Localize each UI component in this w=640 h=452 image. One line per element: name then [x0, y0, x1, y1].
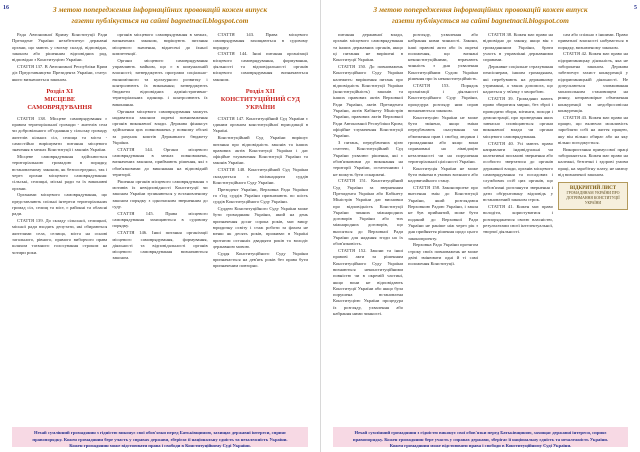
section-heading	[12, 88, 107, 112]
paragraph: СТАТТЯ 146. Інші питання організації місцевого самоврядування, формування, діяльності та відповідальності органів місцевого самоврядування визначаються законом.	[112, 230, 208, 261]
paragraph: СТАТТЯ 144. Органи місцевого самоврядування в межах повноважень, визначених законом, приймають рішення, які є обов'язковими до виконання на відповідній території.	[112, 146, 208, 178]
page-header	[335, 4, 626, 28]
paragraph: сам або спільно з іншими. Право приватної власності набувається в порядку, визначеному законом.	[558, 32, 628, 50]
page-header	[14, 4, 306, 28]
section-subtitle: КОНСТИТУЦІЙНИЙ СУД УКРАЇНИ	[220, 95, 300, 111]
open-letter-stamp	[558, 182, 628, 210]
section-subtitle: МІСЦЕВЕ САМОВРЯДУВАННЯ	[27, 95, 92, 111]
paragraph: Рішення органів місцевого самоврядування з мотивів їх невідповідності Конституції чи законам України зупиняються у встановленому законом порядку з одночасним зверненням до суду.	[112, 178, 208, 210]
section-title: Розділ XI	[46, 87, 73, 95]
paragraph: СТАТТЯ 152. Закони та інші правові акти за рішенням Конституційного Суду України визнаються неконституційними повністю чи в окремій частині, якщо вони не відповідають Конституції України або якщо була порушена встановлена Конституцією України процедура їх розгляду, ухвалення або набрання ними чинності.	[333, 248, 403, 317]
paragraph: Конституцію України не може бути змінено, якщо зміни передбачають скасування чи обмеження прав і свобод людини і громадянина або якщо вони спрямовані на ліквідацію незалежності чи на порушення територіальної цілісності України.	[408, 114, 478, 164]
paragraph: З питань, передбачених цією статтею, Конституційний Суд України ухвалює рішення, які є обов'язковими до виконання на території України, остаточними і не можуть бути оскаржені.	[333, 140, 403, 177]
paragraph: органів місцевого самоврядування в межах, визначених законом, вирішують питання місцевого значення, віднесені до їхньої компетенції.	[112, 32, 208, 56]
paragraph: СТАТТЯ 147. Конституційний Суд України є єдиним органом конституційної юрисдикції в Україні.	[212, 115, 308, 134]
section-title: Розділ XII	[245, 87, 275, 95]
page-footer: Нехай сумлінний громадянин з гідністю виконує свої обов'язки перед Батьківщиною, захищає державні інтереси, сприяє правопорядку. Кожен громадянин бере участь у справах держави, зберігає її національну єдність та незалежність України. Кожен громадянин може відстоювати права і свободи в Конституційному Суді України.	[12, 427, 308, 447]
right-page	[320, 0, 640, 452]
paragraph: питання державної влади, органів місцевого самоврядування та інших державних органів, якщо ці питання не вирішені в Конституції України.	[333, 32, 403, 63]
text-columns	[333, 32, 628, 418]
paragraph: СТАТТЯ 158. Законопроект про внесення змін до Конституції України, який розглядався Верховною Радою України, і закон не був прийнятий, може бути поданий до Верховної Ради України не раніше ніж через рік з дня прийняття рішення щодо цього законопроекту.	[408, 185, 478, 241]
stamp-text: ГРОМАДЯНАМ УКРАЇНИ ПРО ДОТРИМАННЯ КОНСТИТУЦІЇ УКРАЇНИ	[566, 191, 620, 206]
paragraph: Верховна Рада України протягом строку своїх повноважень не може двічі змінювати одні й ті самі положення Конституції.	[408, 242, 478, 267]
paragraph: Органами місцевого самоврядування, що представляють спільні інтереси територіальних громад сіл, селищ та міст, є районні та обласні ради.	[12, 192, 108, 217]
header-line-2: газети публікується на сайті bagnetnacii.blogspot.com	[392, 16, 569, 25]
paragraph: Органам місцевого самоврядування можуть надаватися законом окремі повноваження органів виконавчої влади. Держава фінансує здійснення цих повноважень у повному обсязі за рахунок коштів Державного бюджету України.	[112, 108, 208, 146]
stamp-title: ВІДКРИТИЙ ЛИСТ	[569, 186, 617, 192]
column-2	[112, 32, 207, 418]
header-line-2: газети публікується на сайті bagnetnacii.blogspot.com	[71, 16, 249, 25]
paragraph: Державне соціальне страхування пенсіонерам, іншим громадянам, які перебувають на державному утриманні, а також допомога, що надається у зв'язку з хворобою.	[483, 63, 553, 95]
paragraph: Використання примусової праці забороняється. Кожен має право на належні, безпечні і здорові умови праці, на заробітну плату, не нижчу від визначеної законом.	[558, 146, 628, 178]
column-3	[483, 32, 553, 418]
column-1	[333, 32, 403, 418]
paragraph: СТАТТЯ 139. До складу сільської, селищної, міської ради входять депутати, які обираються жителями села, селища, міста на основі загального, рівного, прямого виборчого права шляхом таємного голосування строком на чотири роки.	[12, 218, 108, 255]
paragraph: розгляду, ухвалення або набрання ними чинності. Закони, інші правові акти або їх окремі положення, що визнані неконституційними, втрачають чинність з дня ухвалення Конституційним Судом України рішення про їх неконституційність.	[408, 32, 478, 82]
paragraph: Конституція України не може бути змінена в умовах воєнного або надзвичайного стану.	[408, 165, 478, 184]
paragraph: Президент України, Верховна Рада України та з'їзд суддів України призначають по шість суддів Конституційного Суду України.	[212, 186, 308, 205]
section-heading	[213, 88, 308, 112]
page-number: 16	[3, 5, 9, 11]
paragraph: СТАТТЯ 42. Кожен має право на підприємницьку діяльність, яка не заборонена законом. Держава забезпечує захист конкуренції у підприємницькій діяльності. Не допускаються зловживання монопольним становищем на ринку, неправомірне обмеження конкуренції та недобросовісна конкуренція.	[558, 51, 628, 114]
paragraph: Органи місцевого самоврядування управляють майном, що є в комунальній власності; затверджують програми соціально-економічного та культурного розвитку і контролюють їх виконання; затверджують бюджети відповідних адміністративно-територіальних одиниць і контролюють їх виконання.	[112, 57, 208, 107]
paragraph: СТАТТЯ 41. Кожен має право володіти, користуватися і розпоряджатися своєю власністю, результатами своєї інтелектуальної, творчої діяльності.	[483, 204, 553, 235]
column-2	[408, 32, 478, 418]
paragraph: Конституційний Суд України вирішує питання про відповідність законів та інших правових актів Конституції України і дає офіційне тлумачення Конституції України та законів України.	[212, 135, 308, 166]
column-3	[213, 32, 308, 418]
column-4	[558, 32, 628, 418]
paragraph: СТАТТЯ 137. В Автономної Республіки Крим діє Представництво Президента України, статус якого визначається законом.	[12, 63, 108, 82]
paragraph: СТАТТЯ 138. Місцеве самоврядування є правом територіальної громади - жителів села чи добровільного об'єднання у сільську громаду жителів кількох сіл, селища та міста - самостійно вирішувати питання місцевого значення в межах Конституції і законів України.	[12, 115, 108, 153]
paragraph: Рада Автономної Криму Конституції Ради Президент України незабезпечує державні органи, що мають у своєму складі, відповідно, законом або рішенням відповідних рад, відповідно з Конституцією України.	[12, 32, 108, 63]
paragraph: СТАТТЯ 38. Кожен має право на відповідно до закону, якщо він є громадянином України, брати участь в управлінні державними справами.	[483, 32, 553, 63]
text-columns	[12, 32, 308, 418]
paragraph: СТАТТЯ 40. Усі мають право направляти індивідуальні чи колективні письмові звернення або особисто звертатися до органів державної влади, органів місцевого самоврядування та посадових і службових осіб цих органів, що зобов'язані розглянути звернення і дати обґрунтовану відповідь у встановлений законом строк.	[483, 140, 553, 203]
page-footer: Нехай сумлінний громадянин з гідністю виконує свої обов'язки перед Батьківщиною, захищає державні інтереси, сприяє правопорядку. Кожен громадянин бере участь у справах держави, зберігає її національну єдність та незалежність України. Кожен громадянин може відстоювати права і свободи в Конституційному Суді України.	[333, 427, 628, 447]
header-line-1: З метою попередження інформаційних провокацій кожен випуск	[52, 5, 268, 14]
paragraph: СТАТТЯ 150. До повноважень Конституційного Суду України належить: вирішення питань про відповідність Конституції України (конституційність) законів та інших правових актів Верховної Ради України, актів Президента України, актів Кабінету Міністрів України, правових актів Верховної Ради Автономної Республіки Крим; офіційне тлумачення Конституції України.	[333, 63, 403, 139]
paragraph: СТАТТЯ 43. Кожен має право на працю, що включає можливість заробляти собі на життя працею, яку він вільно обирає або на яку вільно погоджується.	[558, 114, 628, 146]
paragraph: СТАТТЯ 148. Конституційний Суд України складається з вісімнадцяти суддів Конституційного Суду України.	[212, 167, 308, 185]
column-1	[12, 32, 107, 418]
paragraph: СТАТТЯ 151. Конституційний Суд України за зверненням Президента України або Кабінету Міністрів України дає висновки про відповідність Конституції України чинних міжнародних договорів України або тих міжнародних договорів, що вносяться до Верховної Ради України для надання згоди на їх обов'язковість.	[333, 178, 403, 247]
page-number: 5	[634, 5, 637, 11]
header-line-1: З метою попередження інформаційних провокацій кожен випуск	[373, 5, 588, 14]
paragraph: СТАТТЯ 153. Порядок організації і діяльності Конституційного Суду України, процедура розгляду ним справ визначаються законом.	[408, 82, 478, 114]
paragraph: СТАТТЯ 143. Права місцевого самоврядування захищаються в судовому порядку.	[212, 32, 308, 50]
paragraph: СТАТТЯ 39. Громадяни мають право збиратися мирно, без зброї і проводити збори, мітинги, походи і демонстрації, про проведення яких завчасно сповіщаються органи виконавчої влади чи органи місцевого самоврядування.	[483, 95, 553, 139]
paragraph: СТАТТЯ 145. Права місцевого самоврядування захищаються в судовому порядку.	[112, 210, 208, 229]
paragraph: Місцеве самоврядування здійснюється територіальною громадою в порядку, встановленому законом, як безпосередньо, так і через органи місцевого самоврядування: сільські, селищні, міські ради та їх виконавчі органи.	[12, 154, 108, 191]
paragraph: Суддею Конституційного Суду України може бути громадянин України, який на день призначення досяг сорока років, має вищу юридичну освіту і стаж роботи за фахом не менш як десять років, проживає в Україні протягом останніх двадцяти років та володіє державною мовою.	[212, 206, 308, 249]
paragraph: Суддя Конституційного Суду України призначається на дев'ять років без права бути призначеним повторно.	[212, 250, 308, 269]
paragraph: СТАТТЯ 144. Інші питання організації місцевого самоврядування, формування, діяльності та відповідальності органів місцевого самоврядування визначаються законом.	[212, 51, 308, 82]
